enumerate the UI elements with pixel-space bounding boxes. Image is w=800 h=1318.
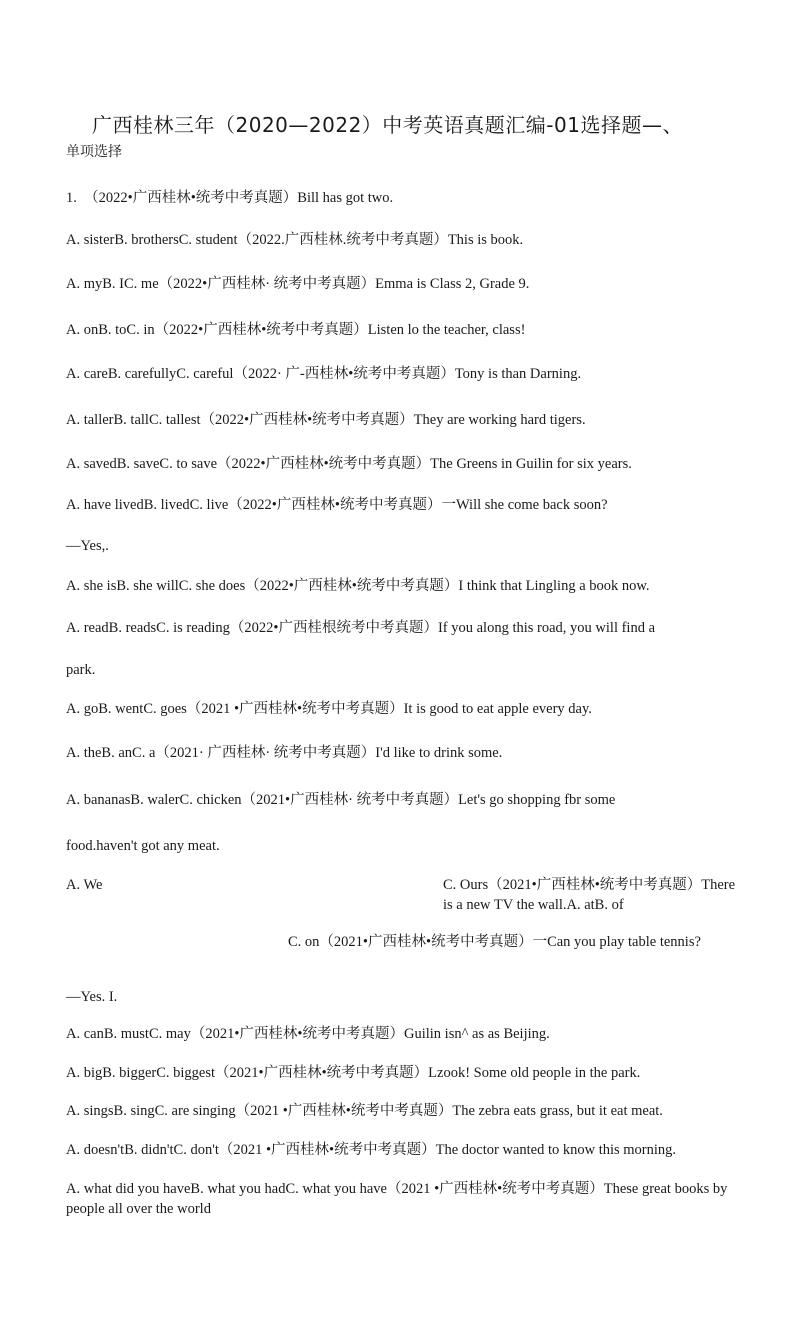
section-heading: 单项选择: [66, 144, 122, 160]
document-title: 广西桂林三年（2020—2022）中考英语真题汇编-01选择题—、: [92, 113, 683, 137]
question-line: A. sisterB. brothersC. student（2022.广西桂林.统考中考真题）This is book.: [66, 232, 524, 248]
question-line: A. readB. readsC. is reading（2022•广西桂根统考中考真题）If you along this road, you will find a: [66, 620, 656, 636]
question-block: C. on（2021•广西桂林•统考中考真题）一Can you play table tennis?: [288, 934, 701, 950]
question-line: A. she isB. she willC. she does（2022•广西桂林•统考中考真题）I think that Lingling a book now.: [66, 578, 650, 594]
question-line: A. have livedB. livedC. live（2022•广西桂林•统考中考真题）一Will she come back soon?: [66, 497, 608, 513]
question-line: A. canB. mustC. may（2021•广西桂林•统考中考真题）Guilin isn^ as as Beijing.: [66, 1026, 550, 1042]
question-line: A. onB. toC. in（2022•广西桂林•统考中考真题）Listen lo the teacher, class!: [66, 322, 526, 338]
question-line: A. savedB. saveC. to save（2022•广西桂林•统考中考真题）The Greens in Guilin for six years.: [66, 456, 632, 472]
question-line: 1. （2022•广西桂林•统考中考真题）Bill has got two.: [66, 190, 394, 206]
question-line: park.: [66, 662, 96, 678]
question-line: A. tallerB. tallC. tallest（2022•广西桂林•统考中考真题）They are working hard tigers.: [66, 412, 586, 428]
question-line: A. bigB. biggerC. biggest（2021•广西桂林•统考中考真题）Lzook! Some old people in the park.: [66, 1065, 641, 1081]
question-line: food.haven't got any meat.: [66, 838, 220, 854]
option-line: A. We: [66, 877, 103, 893]
question-line: A. singsB. singC. are singing（2021 •广西桂林•统考中考真题）The zebra eats grass, but it eat meat.: [66, 1103, 663, 1119]
question-line: A. what did you haveB. what you hadC. what you have（2021 •广西桂林•统考中考真题）These great books by people all over the world: [66, 1181, 728, 1217]
question-line: A. doesn'tB. didn'tC. don't（2021 •广西桂林•统考中考真题）The doctor wanted to know this morning.: [66, 1142, 677, 1158]
question-line: —Yes,.: [66, 538, 109, 554]
question-block: C. Ours（2021•广西桂林•统考中考真题）There is a new TV the wall.A. atB. of: [443, 877, 736, 913]
question-line: A. myB. IC. me（2022•广西桂林· 统考中考真题）Emma is Class 2, Grade 9.: [66, 276, 530, 292]
question-line: A. theB. anC. a（2021· 广西桂林· 统考中考真题）I'd like to drink some.: [66, 745, 503, 761]
question-line: A. bananasB. walerC. chicken（2021•广西桂林· 统考中考真题）Let's go shopping fbr some: [66, 792, 616, 808]
question-line: A. goB. wentC. goes（2021 •广西桂林•统考中考真题）It is good to eat apple every day.: [66, 701, 592, 717]
question-line: —Yes. I.: [66, 989, 118, 1005]
question-line: A. careB. carefullyC. careful（2022· 广-西桂林•统考中考真题）Tony is than Darning.: [66, 366, 582, 382]
